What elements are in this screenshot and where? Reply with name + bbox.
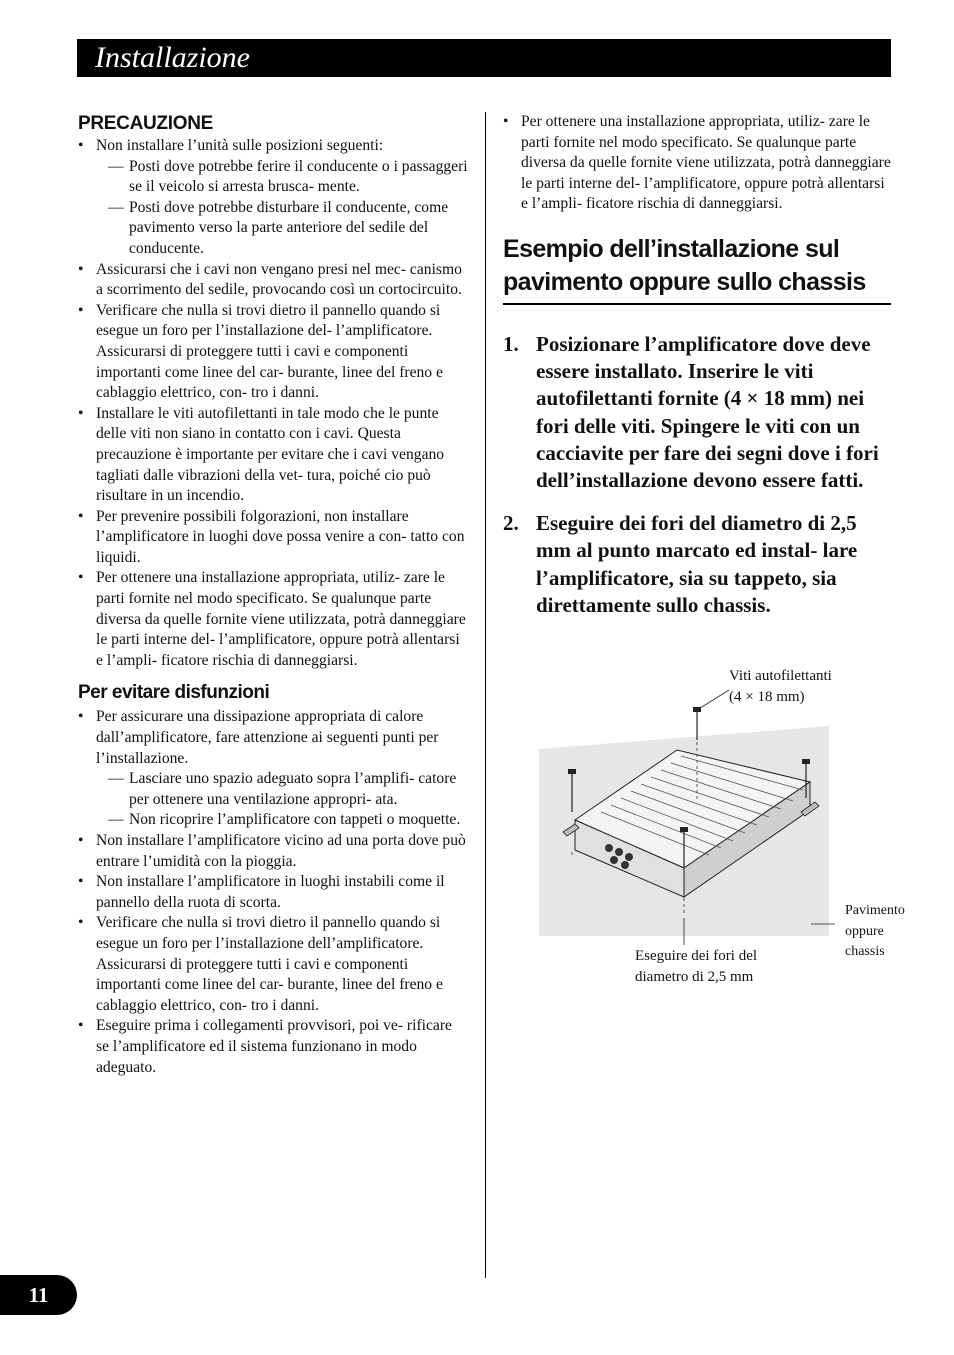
list-item-text: Non installare l’unità sulle posizioni seguenti: bbox=[96, 137, 384, 154]
right-column bbox=[503, 112, 891, 635]
list-item-text: Per assicurare una dissipazione appropriata di calore dall’amplificatore, fare attenzione ai seguenti punti per l’installazione. bbox=[96, 708, 439, 767]
step-number: 1. bbox=[503, 331, 519, 356]
disfunzioni-heading: Per evitare disfunzioni bbox=[78, 682, 270, 704]
sub-list-item: — Posti dove potrebbe disturbare il conducente, come pavimento verso la parte anteriore del sedile del conducente. bbox=[96, 198, 468, 260]
floor-label bbox=[845, 901, 905, 963]
sub-list-item: — Lasciare uno spazio adeguato sopra l’amplifi- catore per ottenere una ventilazione appropri- ata. bbox=[96, 769, 468, 810]
left-column bbox=[78, 112, 468, 1078]
disfunzioni-list bbox=[78, 707, 468, 1078]
installation-figure bbox=[539, 662, 919, 992]
list-item: • Installare le viti autofilettanti in tale modo che le punte delle viti non siano in contatto con i cavi. Questa precauzione è importante per evitare che i cavi vengano tagliati dalle vibrazioni della vet- tura, poiché cio può risultare in un incendio. bbox=[78, 404, 468, 507]
list-item: • Per ottenere una installazione appropriata, utiliz- zare le parti fornite nel modo specificato. Se qualunque parte diversa da quelle fornite viene utilizzata, potrà danneggiare le parti interne del- l’amplificatore, oppure potrà allentarsi e l’ampli- ficatore rischia di danneggiarsi. bbox=[503, 112, 891, 215]
section-heading: Esempio dell’installazione sul pavimento oppure sullo chassis bbox=[503, 233, 891, 305]
step-text: Posizionare l’amplificatore dove deve essere installato. Inserire le viti autofilettanti fornite (4 × 18 mm) nei fori delle viti. Spingere le viti con un cacciavite per fare dei segni dove i fori dell’installazione devono essere fatti. bbox=[536, 331, 879, 492]
list-item: • Non installare l’amplificatore vicino ad una porta dove può entrare l’umidità con la pioggia. bbox=[78, 831, 468, 872]
page-number: 11 bbox=[0, 1275, 77, 1315]
screws-label bbox=[729, 666, 832, 708]
holes-label bbox=[635, 946, 757, 988]
precauzione-heading: PRECAUZIONE bbox=[78, 113, 213, 134]
sub-list-item: — Non ricoprire l’amplificatore con tappeti o moquette. bbox=[96, 810, 468, 831]
list-item: • Non installare l’amplificatore in luoghi instabili come il pannello della ruota di scorta. bbox=[78, 872, 468, 913]
list-item: • Per prevenire possibili folgorazioni, non installare l’amplificatore in luoghi dove possa venire a con- tatto con liquidi. bbox=[78, 507, 468, 569]
sub-list-item: — Posti dove potrebbe ferire il conducente o i passaggeri se il veicolo si arresta brusca- mente. bbox=[96, 157, 468, 198]
list-item: • Per ottenere una installazione appropriata, utiliz- zare le parti fornite nel modo specificato. Se qualunque parte diversa da quelle fornite viene utilizzata, potrà danneggiare le parti interne del- l’amplificatore, oppure potrà allentarsi e l’ampli- ficatore rischia di danneggiarsi. bbox=[78, 568, 468, 671]
step-item bbox=[503, 331, 891, 494]
holes-label-line: diametro di 2,5 mm bbox=[635, 969, 754, 985]
column-divider bbox=[485, 112, 486, 1278]
sub-list bbox=[96, 157, 468, 260]
page-title: Installazione bbox=[95, 41, 250, 74]
list-item bbox=[78, 707, 468, 831]
header-bar bbox=[77, 39, 891, 77]
floor-label-line: Pavimento bbox=[845, 903, 905, 918]
list-item: • Assicurarsi che i cavi non vengano presi nel mec- canismo a scorrimento del sedile, provocando così un cortocircuito. bbox=[78, 260, 468, 301]
step-text: Eseguire dei fori del diametro di 2,5 mm al punto marcato ed instal- lare l’amplificatore, sia su tappeto, sia direttamente sullo chassis. bbox=[536, 511, 858, 617]
floor-label-line: chassis bbox=[845, 944, 885, 959]
steps-list bbox=[503, 331, 891, 619]
list-item bbox=[78, 136, 468, 260]
step-item bbox=[503, 510, 891, 619]
list-item: • Eseguire prima i collegamenti provvisori, poi ve- rificare se l’amplificatore ed il sistema funzionano in modo adeguato. bbox=[78, 1016, 468, 1078]
precauzione-list bbox=[78, 136, 468, 671]
step-number: 2. bbox=[503, 511, 519, 536]
right-list bbox=[503, 112, 891, 215]
holes-label-line: Eseguire dei fori del bbox=[635, 948, 758, 964]
screws-label-line: Viti autofilettanti bbox=[729, 668, 832, 684]
sub-list bbox=[96, 769, 468, 831]
list-item: • Verificare che nulla si trovi dietro il pannello quando si esegue un foro per l’installazione dell’amplificatore. Assicurarsi di proteggere tutti i cavi e componenti importanti come linee del car- burante, linee del freno e cablaggio elettrico, con- tro i danni. bbox=[78, 913, 468, 1016]
floor-label-line: oppure bbox=[845, 923, 884, 939]
screws-label-line: (4 × 18 mm) bbox=[729, 689, 805, 705]
list-item: • Verificare che nulla si trovi dietro il pannello quando si esegue un foro per l’installazione del- l’amplificatore. Assicurarsi di proteggere tutti i cavi e componenti importanti come linee del car- burante, linee del freno e cablaggio elettrico, con- tro i danni. bbox=[78, 301, 468, 404]
